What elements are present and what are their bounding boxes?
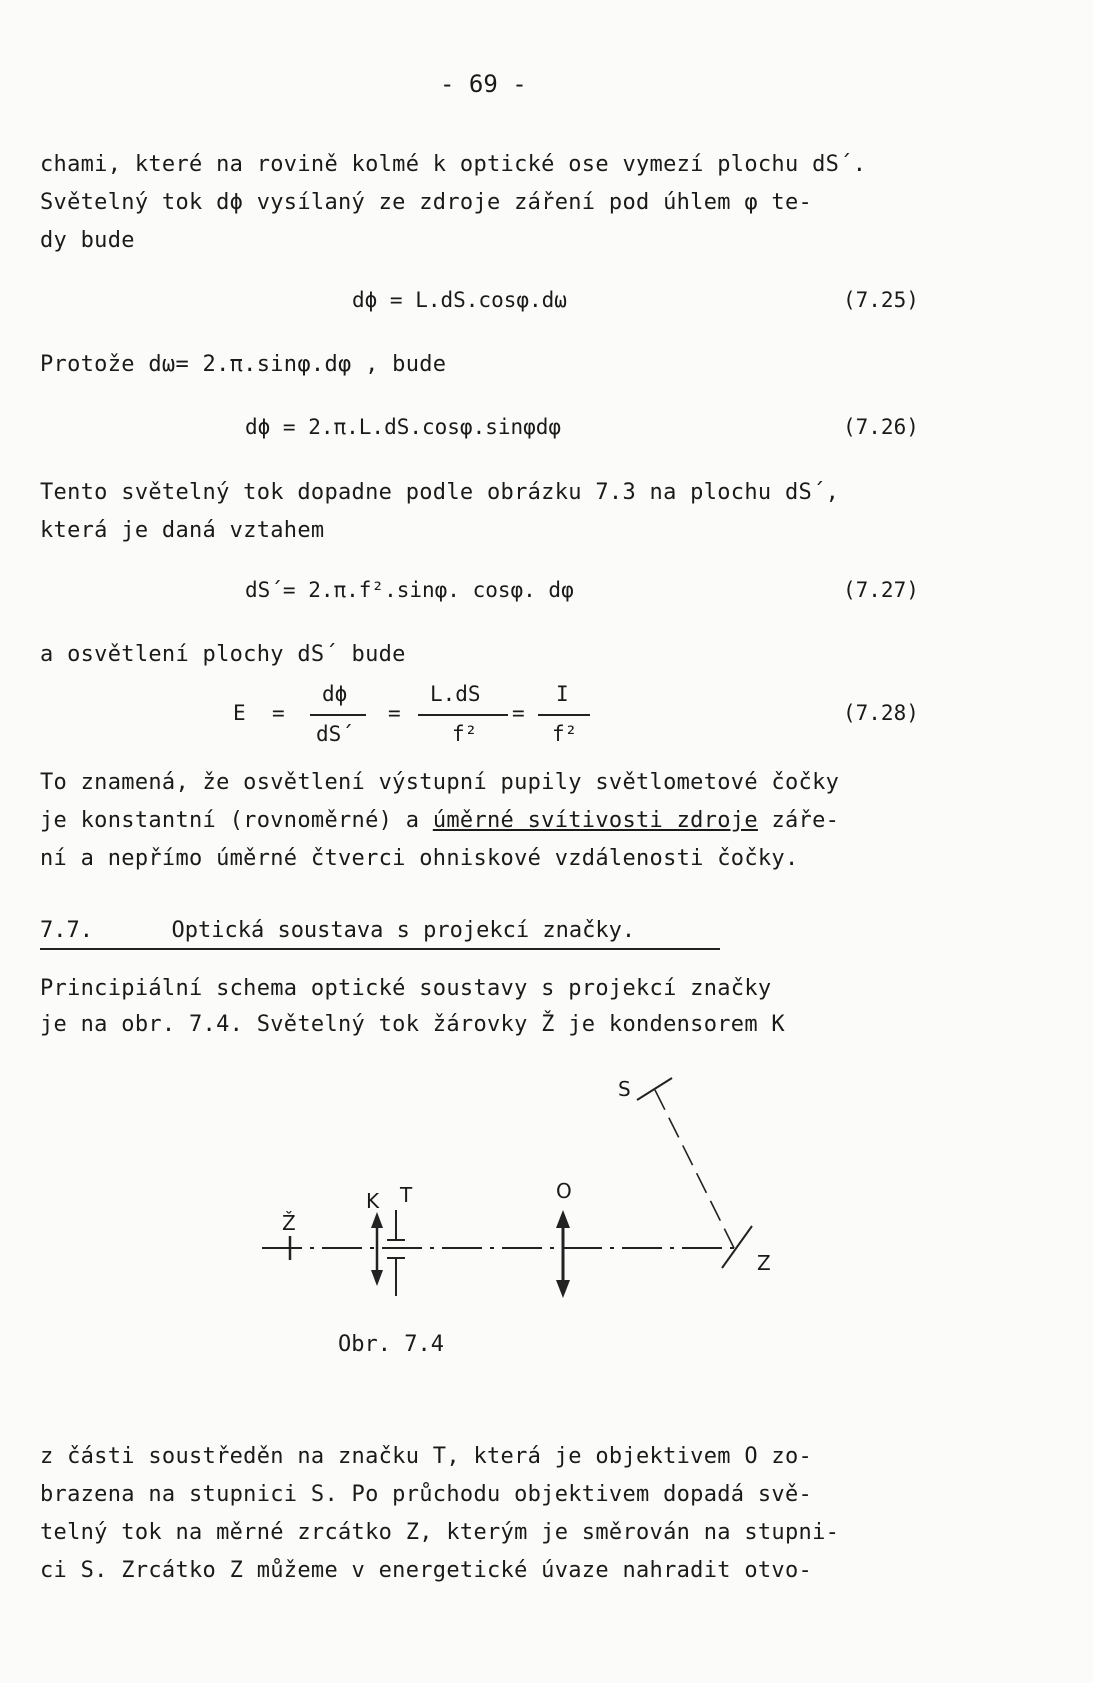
underlined-phrase: úměrné svítivosti zdroje (432, 808, 758, 833)
label-z-source: Ž (282, 1211, 296, 1235)
eq-sign: = (388, 701, 401, 725)
text-line: Principiální schema optické soustavy s projekcí značky (40, 976, 772, 1001)
eq-lhs: E (233, 701, 246, 725)
text-line: z části soustředěn na značku T, která je objektivem O zo- (40, 1444, 813, 1469)
text-segment: záře- (757, 808, 840, 833)
label-s: S (618, 1077, 631, 1101)
label-k: K (366, 1189, 380, 1213)
figure-caption: Obr. 7.4 (338, 1332, 444, 1357)
text-line: je na obr. 7.4. Světelný tok žárovky Ž je kondensorem K (40, 1012, 785, 1037)
text-line: brazena na stupnici S. Po průchodu objektivem dopadá svě- (40, 1482, 813, 1507)
equation-number: (7.26) (843, 415, 919, 439)
label-t-top: T (400, 1183, 413, 1207)
text-line: ci S. Zrcátko Z můžeme v energetické úvaze nahradit otvo- (40, 1558, 813, 1583)
text-line: která je daná vztahem (40, 518, 325, 543)
equation-number: (7.27) (843, 578, 919, 602)
eq-sign: = (272, 701, 285, 725)
text-line: chami, které na rovině kolmé k optické ose vymezí plochu dS´. (40, 152, 867, 177)
eq-sign: = (512, 701, 525, 725)
arrow-head-down (371, 1270, 383, 1286)
section-number: 7.7. (40, 918, 93, 943)
equation-7-26: dϕ = 2.π.L.dS.cosφ.sinφdφ (245, 415, 562, 439)
section-title: Optická soustava s projekcí značky. (171, 918, 636, 943)
fraction-denominator: f² (452, 722, 478, 746)
equation-7-25: dϕ = L.dS.cosφ.dω (352, 288, 567, 312)
equation-number: (7.25) (843, 288, 919, 312)
text-segment: je konstantní (rovnoměrné) a (40, 808, 433, 833)
fraction-numerator: I (556, 682, 569, 706)
text-line: Tento světelný tok dopadne podle obrázku 7.3 na plochu dS´, (40, 480, 840, 505)
arrow-head-up (371, 1212, 383, 1228)
scale-s (637, 1078, 672, 1100)
reflected-ray (655, 1090, 734, 1248)
arrow-head-up (556, 1210, 570, 1228)
fraction-denominator: dS´ (316, 722, 354, 746)
label-z-mirror: Z (757, 1251, 771, 1275)
text-line: telný tok na měrné zrcátko Z, kterým je směrován na stupni- (40, 1520, 840, 1545)
text-line: To znamená, že osvětlení výstupní pupily světlometové čočky (40, 770, 840, 795)
fraction-numerator: dϕ (322, 682, 348, 706)
equation-7-27: dS´= 2.π.f².sinφ. cosφ. dφ (245, 578, 574, 602)
text-line: ní a nepřímo úměrné čtverci ohniskové vzdálenosti čočky. (40, 846, 799, 871)
page-number: - 69 - (440, 70, 527, 98)
text-line: dy bude (40, 228, 135, 253)
label-o: O (556, 1179, 572, 1203)
text-line: a osvětlení plochy dS´ bude (40, 642, 406, 667)
fraction-numerator: L.dS (430, 682, 481, 706)
arrow-head-down (556, 1280, 570, 1298)
equation-number: (7.28) (843, 701, 919, 725)
fraction-denominator: f² (552, 722, 578, 746)
text-line: Protože dω= 2.π.sinφ.dφ , bude (40, 352, 447, 377)
text-line: Světelný tok dϕ vysílaný ze zdroje záření pod úhlem φ te- (40, 190, 813, 215)
